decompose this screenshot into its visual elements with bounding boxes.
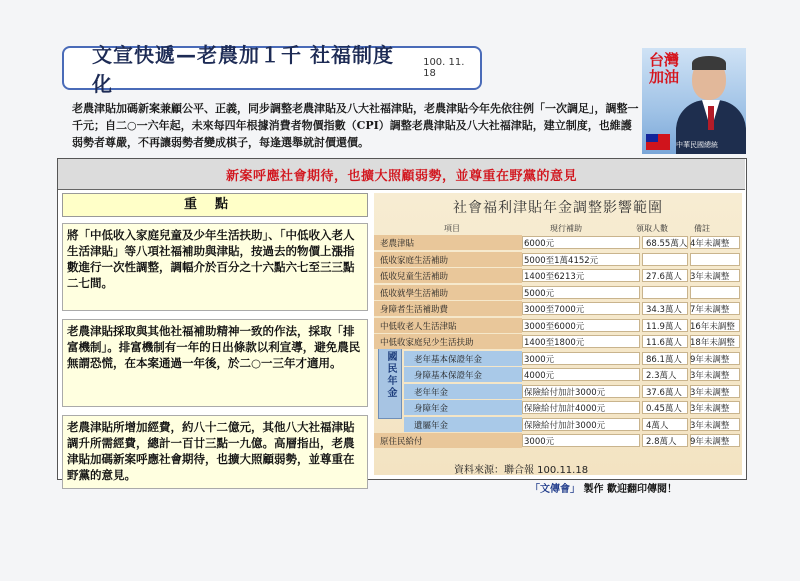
row-cell bbox=[642, 286, 688, 299]
row-subsidy: 3000元 bbox=[524, 437, 555, 447]
row-people: 11.6萬人 bbox=[646, 338, 682, 348]
table-row bbox=[374, 252, 742, 267]
row-name: 低收兒童生活補助 bbox=[380, 272, 449, 282]
row-name: 中低收家庭兒少生活扶助 bbox=[380, 338, 474, 348]
title-box bbox=[62, 43, 482, 96]
row-subsidy: 1400至1800元 bbox=[524, 338, 585, 348]
row-people: 37.6萬人 bbox=[646, 387, 682, 398]
header-subsidy: 現行補助 bbox=[550, 224, 582, 233]
row-subsidy: 6000元 bbox=[524, 239, 555, 249]
table-row bbox=[374, 433, 742, 448]
key-point-2: 老農津貼採取與其他社福補助精神一致的作法，採取「排富機制」。排富機制有一年的日出條款以利宣導，避免農民無謂恐慌，在本案通過一年後，於二○一三年才適用。 bbox=[62, 319, 368, 407]
table-row bbox=[374, 334, 742, 349]
key-point-1: 將「中低收入家庭兒童及少年生活扶助」、「中低收入老人生活津貼」等八項社福補助與津貼，按過去的物價上漲指數進行一次性調整，調幅介於百分之十六點六七至三三點二七間。 bbox=[62, 223, 368, 311]
row-note: 3年未調整 bbox=[690, 404, 730, 414]
row-name: 老年基本保證年金 bbox=[414, 354, 483, 365]
pension-group-label: 國民年金 bbox=[385, 351, 396, 399]
table-row bbox=[374, 400, 742, 415]
row-people: 2.3萬人 bbox=[646, 371, 677, 381]
row-subsidy: 3000至7000元 bbox=[524, 305, 585, 315]
row-note: 16年未調整 bbox=[690, 321, 735, 332]
row-name: 原住民給付 bbox=[380, 437, 423, 447]
row-note: 9年未調整 bbox=[690, 354, 730, 365]
row-subsidy: 保險給付加計3000元 bbox=[524, 387, 606, 398]
row-name: 身障基本保證年金 bbox=[414, 371, 483, 381]
row-people: 4萬人 bbox=[646, 420, 669, 431]
row-cell bbox=[690, 286, 740, 299]
table-title: 社會福利津貼年金調整影響範圍 bbox=[453, 200, 663, 216]
row-note: 3年未調整 bbox=[690, 371, 730, 381]
table-row bbox=[374, 318, 742, 333]
row-name: 老農津貼 bbox=[380, 239, 415, 249]
row-people: 27.6萬人 bbox=[646, 272, 682, 282]
row-subsidy: 1400至6213元 bbox=[524, 272, 585, 282]
table-row bbox=[374, 285, 742, 300]
key-points bbox=[62, 193, 368, 482]
footer-text: 製作 歡迎翻印傳閱！ bbox=[583, 484, 677, 495]
row-name: 身障年金 bbox=[414, 404, 449, 414]
row-subsidy: 5000元 bbox=[524, 288, 555, 299]
row-note: 3年未調整 bbox=[690, 420, 730, 431]
row-subsidy: 5000至1萬4152元 bbox=[524, 255, 599, 266]
table-row bbox=[374, 384, 742, 399]
banner-text: 新案呼應社會期待，也擴大照顧弱勢，並尊重在野黨的意見 bbox=[225, 168, 577, 184]
banner bbox=[58, 159, 745, 190]
row-subsidy: 3000至6000元 bbox=[524, 321, 585, 332]
row-people: 11.9萬人 bbox=[646, 321, 682, 332]
table-row bbox=[374, 351, 742, 366]
flag-icon bbox=[646, 134, 670, 150]
row-name: 低收就學生活補助 bbox=[380, 288, 449, 299]
key-point-3: 老農津貼所增加經費，約八十二億元，其他八大社福津貼調升所需經費，總計一百廿三點一九億。高層指出，老農津貼加碼新案呼應社會期待，也擴大照顧弱勢，並尊重在野黨的意見。 bbox=[62, 415, 368, 489]
row-note: 18年未調整 bbox=[690, 338, 735, 348]
row-subsidy: 4000元 bbox=[524, 371, 555, 381]
photo-caption: 中華民國總統 bbox=[676, 141, 718, 149]
row-people: 86.1萬人 bbox=[646, 354, 682, 365]
row-note: 9年未調整 bbox=[690, 437, 730, 447]
row-note: 3年未調整 bbox=[690, 387, 730, 398]
row-note: 4年未調整 bbox=[690, 239, 730, 249]
row-people: 34.3萬人 bbox=[646, 305, 682, 315]
footer-org: 「文傳會」 bbox=[530, 484, 580, 495]
key-points-header: 重點 bbox=[62, 193, 368, 217]
row-cell bbox=[690, 253, 740, 266]
row-name: 身障者生活補助費 bbox=[380, 305, 449, 315]
photo-slogan: 台灣加油 bbox=[648, 51, 679, 86]
row-subsidy: 保險給付加計4000元 bbox=[524, 404, 606, 414]
header-item: 項目 bbox=[444, 224, 460, 233]
main-box bbox=[57, 158, 747, 480]
row-name: 低收家庭生活補助 bbox=[380, 255, 449, 266]
president-photo bbox=[642, 48, 746, 154]
table-row bbox=[374, 301, 742, 316]
row-note: 3年未調整 bbox=[690, 272, 730, 282]
row-name: 老年年金 bbox=[414, 387, 449, 398]
table-source: 資料來源：聯合報 100.11.18 bbox=[454, 465, 589, 476]
welfare-table bbox=[374, 193, 742, 475]
table-row bbox=[374, 367, 742, 382]
row-subsidy: 保險給付加計3000元 bbox=[524, 420, 606, 431]
row-people: 68.55萬人 bbox=[646, 239, 688, 249]
intro-paragraph: 老農津貼加碼新案兼顧公平、正義，同步調整老農津貼及八大社福津貼，老農津貼今年先依往例「一次調足」，調整一千元；自二○一六年起，未來每四年根據消費者物價指數（CPI）調整老農津貼及八大社福津貼，建立制度，也維護弱勢者尊嚴，不再讓弱勢者變成棋子，每逢選舉就討價還價。 bbox=[72, 102, 639, 149]
row-people: 0.45萬人 bbox=[646, 404, 682, 414]
page-title: 文宣快遞—老農加１千 社福制度化 bbox=[92, 43, 394, 96]
table-row bbox=[374, 417, 742, 432]
photo-tie bbox=[708, 106, 714, 130]
header-people: 領取人數 bbox=[636, 224, 668, 233]
page-date: 100. 11. 18 bbox=[423, 57, 465, 79]
row-note: 7年未調整 bbox=[690, 305, 730, 315]
row-name: 遺屬年金 bbox=[414, 420, 449, 431]
header-note: 備註 bbox=[694, 224, 710, 233]
photo-hair bbox=[692, 56, 726, 70]
row-subsidy: 3000元 bbox=[524, 354, 555, 365]
table-row bbox=[374, 268, 742, 283]
row-name: 中低收老人生活津貼 bbox=[380, 321, 457, 332]
footer bbox=[530, 480, 677, 495]
table-row bbox=[374, 235, 742, 250]
row-people: 2.8萬人 bbox=[646, 437, 677, 447]
row-cell bbox=[642, 253, 688, 266]
